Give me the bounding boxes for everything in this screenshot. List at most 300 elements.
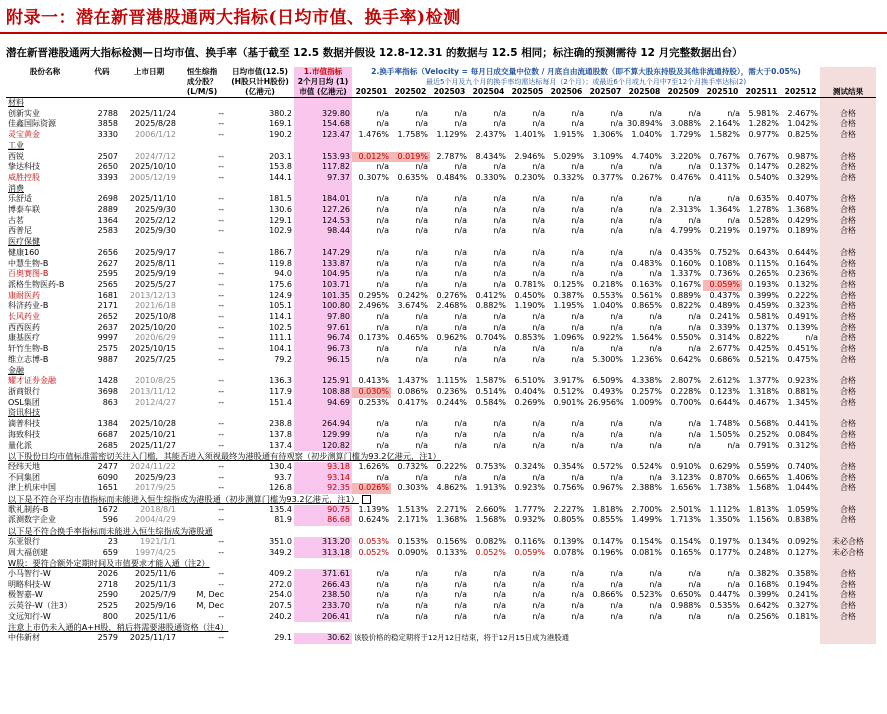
stock-name: 经纬天地	[8, 461, 40, 471]
listing-date: 2025/11/27	[129, 440, 176, 450]
blank-cell	[508, 408, 547, 419]
turnover-value: 1.337%	[670, 269, 701, 279]
turnover-value: n/a	[493, 590, 506, 600]
turnover-value: 0.253%	[358, 397, 389, 407]
turnover-value: 0.752%	[709, 247, 740, 257]
table-row	[6, 419, 876, 430]
turnover-value: 0.222%	[787, 290, 819, 300]
turnover-value: 0.425%	[748, 344, 779, 354]
turnover-value: n/a	[493, 419, 506, 429]
turnover-value: 0.230%	[514, 172, 545, 182]
turnover-value: n/a	[454, 194, 467, 204]
blank-cell	[547, 237, 586, 248]
turnover-value: n/a	[376, 322, 389, 332]
blank-cell	[84, 98, 120, 109]
turnover-value: n/a	[415, 611, 428, 621]
turnover-value: 0.377%	[592, 172, 623, 182]
stock-name: 浙商银行	[8, 386, 40, 396]
turnover-value: 2.807%	[670, 376, 701, 386]
turnover-value: n/a	[688, 322, 701, 332]
daily-market-cap: 105.1	[269, 301, 292, 311]
turnover-value: n/a	[493, 579, 506, 589]
cap-indicator-value: 184.01	[294, 194, 352, 205]
group-label-row	[6, 558, 876, 569]
turnover-value: 0.889%	[670, 290, 701, 300]
turnover-value: 0.387%	[553, 290, 584, 300]
group-label	[6, 526, 820, 537]
turnover-value: n/a	[649, 611, 662, 621]
cap-indicator-value: 98.44	[294, 226, 352, 237]
cap-indicator-value: 371.61	[294, 569, 352, 580]
blank-cell	[178, 98, 226, 109]
turnover-value: 0.139%	[787, 322, 819, 332]
header-name: 股份名称	[29, 67, 61, 76]
table-row	[6, 398, 876, 409]
turnover-value: n/a	[415, 429, 428, 439]
turnover-value: 1.139%	[358, 504, 389, 514]
turnover-value: n/a	[610, 322, 623, 332]
turnover-value: 0.312%	[787, 440, 819, 450]
turnover-value: 0.962%	[436, 333, 467, 343]
listing-date: 2020/6/29	[134, 333, 176, 343]
turnover-value: n/a	[532, 205, 545, 215]
blank-cell	[352, 237, 391, 248]
turnover-value: n/a	[688, 611, 701, 621]
turnover-value: 2.700%	[631, 504, 662, 514]
turnover-value: 0.644%	[787, 247, 819, 257]
blank-cell	[84, 237, 120, 248]
turnover-value: n/a	[454, 579, 467, 589]
turnover-value: 1.318%	[748, 386, 779, 396]
turnover-value: 0.484%	[436, 172, 467, 182]
turnover-value: n/a	[415, 215, 428, 225]
turnover-value: 0.476%	[670, 172, 701, 182]
listing-date: 2025/11/10	[129, 194, 176, 204]
turnover-value: 0.059%	[514, 547, 545, 557]
turnover-value: 0.295%	[358, 290, 389, 300]
stock-name: 明略科技-W	[8, 579, 51, 589]
stock-name: 西锐	[8, 151, 24, 161]
turnover-value: 2.164%	[709, 119, 740, 129]
turnover-value: 0.358%	[787, 568, 819, 578]
test-result: 合格	[820, 109, 876, 120]
group-label-text: W股：要符合额外定期时间及市值要求才能入通（注2）	[8, 558, 210, 569]
cap-indicator-value: 96.73	[294, 344, 352, 355]
turnover-value: n/a	[532, 162, 545, 172]
turnover-value: n/a	[493, 162, 506, 172]
stock-name: 挚达科技	[8, 162, 40, 172]
turnover-value: 0.133%	[436, 547, 467, 557]
turnover-value: 0.550%	[670, 333, 701, 343]
turnover-value: n/a	[376, 108, 389, 118]
turnover-value: n/a	[415, 472, 428, 482]
daily-market-cap: 144.1	[269, 172, 292, 182]
turnover-value: 0.450%	[514, 290, 545, 300]
index-member-flag: --	[218, 579, 224, 589]
blank-cell	[469, 141, 508, 152]
turnover-value: n/a	[532, 215, 545, 225]
listing-date: 2013/12/13	[129, 290, 176, 300]
index-member-flag: --	[218, 269, 224, 279]
turnover-value: 0.411%	[709, 172, 740, 182]
turnover-value: n/a	[571, 312, 584, 322]
blank-cell	[120, 366, 178, 377]
turnover-value: 0.248%	[748, 547, 779, 557]
table-row	[6, 173, 876, 184]
turnover-value: 1.096%	[553, 333, 584, 343]
turnover-value: 0.881%	[787, 386, 819, 396]
turnover-value: n/a	[571, 258, 584, 268]
turnover-value: 0.123%	[709, 386, 740, 396]
turnover-value: 0.407%	[787, 194, 819, 204]
turnover-value: n/a	[532, 226, 545, 236]
listing-date: 2025/11/6	[134, 568, 176, 578]
turnover-value: 0.053%	[358, 536, 389, 546]
turnover-value: 0.686%	[709, 354, 740, 364]
blank-cell	[742, 141, 781, 152]
stock-name: 海致科技	[8, 429, 40, 439]
turnover-value: 0.323%	[787, 301, 819, 311]
turnover-value: n/a	[649, 162, 662, 172]
turnover-value: n/a	[415, 269, 428, 279]
turnover-value: 0.399%	[748, 590, 779, 600]
turnover-value: n/a	[688, 215, 701, 225]
turnover-value: 0.137%	[748, 322, 779, 332]
turnover-value: n/a	[376, 162, 389, 172]
table-row	[6, 548, 876, 559]
blank-cell	[469, 184, 508, 195]
blank-cell	[294, 184, 352, 195]
cap-indicator-value: 154.68	[294, 119, 352, 130]
group-label-text: 注意上市仍未入通的A+H股，稍后将需要港股通资格（注4）	[8, 622, 229, 633]
header-cap-indicator-2: 2个月日均 (1)	[294, 77, 352, 87]
turnover-value: n/a	[649, 579, 662, 589]
turnover-value: 1.913%	[475, 483, 506, 493]
stock-code: 1681	[97, 290, 118, 300]
test-result: 合格	[820, 376, 876, 387]
turnover-value: n/a	[688, 429, 701, 439]
turnover-value: 0.822%	[748, 333, 779, 343]
turnover-value: 1.115%	[436, 376, 467, 386]
blank-cell	[625, 408, 664, 419]
listing-date: 2012/4/27	[134, 397, 176, 407]
blank-cell	[703, 366, 742, 377]
turnover-value: 4.862%	[436, 483, 467, 493]
turnover-value: 1.236%	[631, 354, 662, 364]
index-member-flag: --	[218, 461, 224, 471]
test-result: 未必合格	[820, 548, 876, 559]
blank-cell	[508, 184, 547, 195]
blank-cell	[547, 408, 586, 419]
sector-label: 金融	[8, 365, 24, 375]
blank-cell	[294, 408, 352, 419]
turnover-value: 1.476%	[358, 130, 389, 140]
cap-indicator-value: 264.94	[294, 419, 352, 430]
index-member-flag: --	[218, 333, 224, 343]
turnover-value: 0.559%	[748, 461, 779, 471]
daily-market-cap: 129.1	[269, 215, 292, 225]
daily-market-cap: 126.8	[269, 483, 292, 493]
turnover-value: 1.129%	[436, 130, 467, 140]
turnover-value: n/a	[727, 108, 740, 118]
turnover-value: n/a	[649, 226, 662, 236]
turnover-value: 1.568%	[748, 483, 779, 493]
stock-name: 乐舒适	[8, 194, 32, 204]
turnover-value: 0.026%	[352, 483, 391, 494]
cap-indicator-value: 97.61	[294, 323, 352, 334]
turnover-value: n/a	[454, 419, 467, 429]
turnover-value: n/a	[415, 322, 428, 332]
blank-cell	[352, 184, 391, 195]
turnover-value: n/a	[493, 429, 506, 439]
listing-date: 2021/6/18	[134, 301, 176, 311]
turnover-value: 0.081%	[631, 547, 662, 557]
turnover-value: n/a	[610, 215, 623, 225]
blank-cell	[664, 98, 703, 109]
turnover-value: 0.222%	[436, 461, 467, 471]
turnover-value: 0.327%	[787, 601, 819, 611]
index-member-flag: --	[218, 547, 224, 557]
turnover-value: 0.092%	[787, 536, 819, 546]
turnover-value: 1.729%	[670, 130, 701, 140]
turnover-value: 0.493%	[592, 386, 623, 396]
turnover-value: 0.465%	[397, 333, 428, 343]
turnover-value: 0.241%	[709, 312, 740, 322]
turnover-value: 0.967%	[592, 483, 623, 493]
turnover-value: 0.082%	[475, 536, 506, 546]
header-cap-indicator-3: 市值 (亿港元)	[294, 87, 352, 98]
index-member-flag: --	[218, 472, 224, 482]
turnover-value: n/a	[610, 568, 623, 578]
index-member-flag: --	[218, 215, 224, 225]
turnover-value: 0.404%	[514, 386, 545, 396]
stock-name: OSL集团	[8, 397, 40, 407]
header-month: 202503	[430, 87, 469, 98]
blank-cell	[120, 237, 178, 248]
turnover-value: n/a	[415, 226, 428, 236]
turnover-value: 0.870%	[709, 472, 740, 482]
turnover-value: n/a	[610, 472, 623, 482]
turnover-value: 0.429%	[787, 215, 819, 225]
stock-code: 800	[102, 611, 118, 621]
turnover-value: n/a	[571, 440, 584, 450]
turnover-value: 0.193%	[748, 279, 779, 289]
listing-date: 2025/10/10	[129, 162, 176, 172]
stock-name: 东亚银行	[8, 536, 40, 546]
turnover-value: 0.838%	[787, 515, 819, 525]
stock-code: 2477	[97, 461, 118, 471]
turnover-value: n/a	[649, 419, 662, 429]
index-member-flag: --	[218, 172, 224, 182]
header-turnover-note: 最近5个月及九个月的换手率均需达标每月（2个月）；或最近6个月或九个月中7至12个月换手率达标(2)	[425, 78, 747, 86]
turnover-value: 0.922%	[592, 333, 623, 343]
daily-market-cap: 94.0	[274, 269, 292, 279]
group-label-text: 以下是不符合平均市值指标而未能进入恒生综指成为港股通（初步测算门槛为93.2亿港元，注1）	[8, 494, 359, 505]
turnover-value: n/a	[376, 611, 389, 621]
turnover-value: n/a	[610, 579, 623, 589]
blank-cell	[178, 184, 226, 195]
daily-market-cap: 351.0	[269, 536, 292, 546]
turnover-value: n/a	[415, 279, 428, 289]
turnover-value: 0.923%	[514, 483, 545, 493]
turnover-value: 0.643%	[748, 247, 779, 257]
listing-date: 2025/10/15	[129, 344, 176, 354]
turnover-value: 0.521%	[748, 354, 779, 364]
turnover-value: n/a	[454, 269, 467, 279]
blank-cell	[294, 237, 352, 248]
cap-indicator-value: 238.50	[294, 590, 352, 601]
stock-code: 2575	[97, 344, 118, 354]
test-result: 合格	[820, 612, 876, 623]
turnover-value: n/a	[532, 419, 545, 429]
turnover-value: 1.040%	[631, 130, 662, 140]
stock-code: 2889	[97, 205, 118, 215]
turnover-value: 0.127%	[787, 547, 819, 557]
turnover-value: n/a	[415, 312, 428, 322]
header-month: 202506	[547, 87, 586, 98]
cap-indicator-value: 92.35	[294, 483, 352, 494]
header-date: 上市日期	[133, 67, 165, 76]
blank-cell	[84, 366, 120, 377]
daily-market-cap: 153.8	[269, 162, 292, 172]
sector-row	[6, 237, 876, 248]
turnover-value: 0.059%	[703, 280, 742, 291]
turnover-value: n/a	[610, 269, 623, 279]
turnover-value: n/a	[532, 108, 545, 118]
daily-market-cap: 254.0	[269, 590, 292, 600]
blank-cell	[294, 366, 352, 377]
test-result: 合格	[820, 312, 876, 323]
turnover-value: 0.324%	[514, 461, 545, 471]
daily-market-cap: 93.7	[274, 472, 292, 482]
turnover-value: 2.227%	[553, 504, 584, 514]
sector-row	[6, 141, 876, 152]
turnover-value: n/a	[376, 419, 389, 429]
index-member-flag: --	[218, 344, 224, 354]
turnover-value: 2.946%	[514, 151, 545, 161]
test-result: 合格	[820, 473, 876, 484]
turnover-value: n/a	[376, 354, 389, 364]
blank-cell	[547, 184, 586, 195]
turnover-value: n/a	[376, 205, 389, 215]
index-member-flag: --	[218, 515, 224, 525]
turnover-value: 2.271%	[436, 504, 467, 514]
turnover-value: 0.756%	[553, 483, 584, 493]
turnover-value: 0.524%	[631, 461, 662, 471]
turnover-value: 0.435%	[670, 247, 701, 257]
turnover-value: 1.306%	[592, 130, 623, 140]
stock-name: 滴普科技	[8, 419, 40, 429]
daily-market-cap: 117.9	[269, 386, 292, 396]
cap-indicator-value: 233.70	[294, 601, 352, 612]
index-member-flag: --	[218, 205, 224, 215]
turnover-value: n/a	[532, 269, 545, 279]
turnover-value: n/a	[532, 194, 545, 204]
turnover-value: 1.713%	[670, 515, 701, 525]
listing-date: 2025/9/16	[134, 601, 176, 611]
blank-cell	[820, 237, 876, 248]
listing-date: 2025/11/3	[134, 579, 176, 589]
table-row	[6, 601, 876, 612]
turnover-value: n/a	[571, 344, 584, 354]
table-row	[6, 333, 876, 344]
turnover-value: n/a	[454, 205, 467, 215]
turnover-value: 0.012%	[352, 152, 391, 163]
turnover-value: n/a	[532, 472, 545, 482]
turnover-value: n/a	[376, 226, 389, 236]
turnover-value: 0.354%	[553, 461, 584, 471]
turnover-value: 0.084%	[787, 429, 819, 439]
turnover-value: 1.368%	[787, 205, 819, 215]
turnover-value: 4.740%	[631, 151, 662, 161]
table-row	[6, 280, 876, 291]
listing-date: 2006/1/12	[134, 130, 176, 140]
title-divider	[0, 32, 887, 34]
index-member-flag: --	[218, 633, 224, 643]
listing-date: 2024/7/12	[134, 151, 176, 161]
turnover-value: 0.584%	[475, 397, 506, 407]
turnover-value: 0.977%	[748, 130, 779, 140]
turnover-value: 0.236%	[436, 386, 467, 396]
daily-market-cap: 124.9	[269, 290, 292, 300]
stock-name: 中慧生物-B	[8, 258, 49, 268]
turnover-value: 0.242%	[397, 290, 428, 300]
turnover-value: n/a	[649, 269, 662, 279]
turnover-value: 0.167%	[670, 279, 701, 289]
turnover-value: 0.650%	[670, 590, 701, 600]
table-row	[6, 205, 876, 216]
turnover-value: n/a	[532, 344, 545, 354]
blank-cell	[352, 141, 391, 152]
turnover-value: n/a	[571, 108, 584, 118]
turnover-value: 0.853%	[514, 333, 545, 343]
turnover-value: 0.160%	[670, 258, 701, 268]
turnover-value: n/a	[649, 429, 662, 439]
test-result: 合格	[820, 216, 876, 227]
daily-market-cap: 203.1	[269, 151, 292, 161]
turnover-value: 6.509%	[592, 376, 623, 386]
index-member-flag: M, Dec	[196, 590, 224, 600]
blank-cell	[586, 408, 625, 419]
turnover-value: 2.313%	[670, 205, 701, 215]
stock-code: 2652	[97, 312, 118, 322]
table-row	[6, 590, 876, 601]
listing-date: 2005/12/19	[129, 172, 176, 182]
turnover-value: 0.528%	[748, 215, 779, 225]
turnover-value: n/a	[649, 205, 662, 215]
blank-cell	[742, 184, 781, 195]
blank-cell	[469, 237, 508, 248]
turnover-value: 0.086%	[397, 386, 428, 396]
blank-cell	[820, 408, 876, 419]
turnover-value: 3.674%	[397, 301, 428, 311]
turnover-value: 0.932%	[514, 515, 545, 525]
turnover-value: n/a	[415, 247, 428, 257]
turnover-value: 0.987%	[787, 151, 819, 161]
header-market-cap-3: (亿港元)	[226, 87, 294, 98]
turnover-value: 0.267%	[631, 172, 662, 182]
index-member-flag: --	[218, 483, 224, 493]
index-member-flag: --	[218, 151, 224, 161]
listing-date: 2025/7/25	[134, 354, 176, 364]
turnover-value: n/a	[571, 601, 584, 611]
stock-code: 2656	[97, 247, 118, 257]
turnover-value: n/a	[415, 344, 428, 354]
stock-code: 2507	[97, 151, 118, 161]
turnover-value: 5.981%	[748, 108, 779, 118]
turnover-value: n/a	[493, 279, 506, 289]
turnover-value: n/a	[493, 322, 506, 332]
